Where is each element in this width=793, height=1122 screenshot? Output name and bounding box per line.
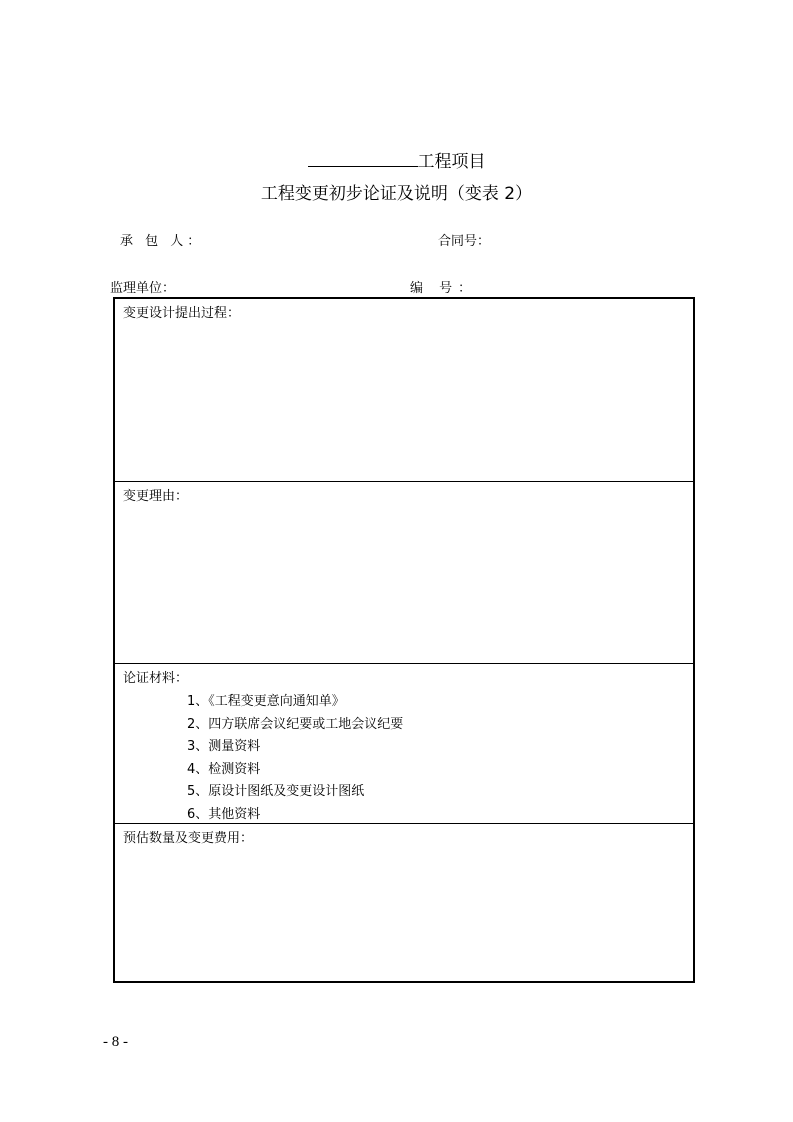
proposal-process-label: 变更设计提出过程： [123, 306, 241, 321]
change-form-table [113, 297, 695, 983]
serial-number-label: 编 号： [410, 281, 478, 296]
list-item: 4、检测资料 [187, 761, 261, 777]
list-item: 5、原设计图纸及变更设计图纸 [187, 784, 365, 799]
list-item: 1、《工程变更意向通知单》 [187, 694, 345, 709]
estimate-label: 预估数量及变更费用： [123, 831, 254, 846]
supporting-materials-list [187, 691, 403, 826]
proposal-process-section[interactable] [115, 299, 693, 482]
form-subtitle: 工程变更初步论证及说明（变表 2） [260, 184, 533, 204]
supporting-materials-label: 论证材料： [123, 671, 189, 686]
change-reason-label: 变更理由： [123, 489, 189, 504]
contract-number-label: 合同号： [438, 234, 491, 249]
estimate-section[interactable] [115, 824, 693, 981]
supervisor-unit-label: 监理单位： [110, 281, 176, 296]
project-name-blank[interactable] [308, 148, 418, 167]
list-item: 3、测量资料 [187, 739, 261, 754]
list-item: 2、四方联席会议纪要或工地会议纪要 [187, 716, 404, 732]
contractor-label: 承 包 人： [120, 234, 205, 249]
supporting-materials-section [115, 664, 693, 824]
page-number: - 8 - [103, 1034, 128, 1050]
project-title-suffix: 工程项目 [417, 152, 486, 172]
project-title [0, 148, 793, 173]
change-reason-section[interactable] [115, 482, 693, 664]
list-item: 6、其他资料 [187, 806, 261, 822]
